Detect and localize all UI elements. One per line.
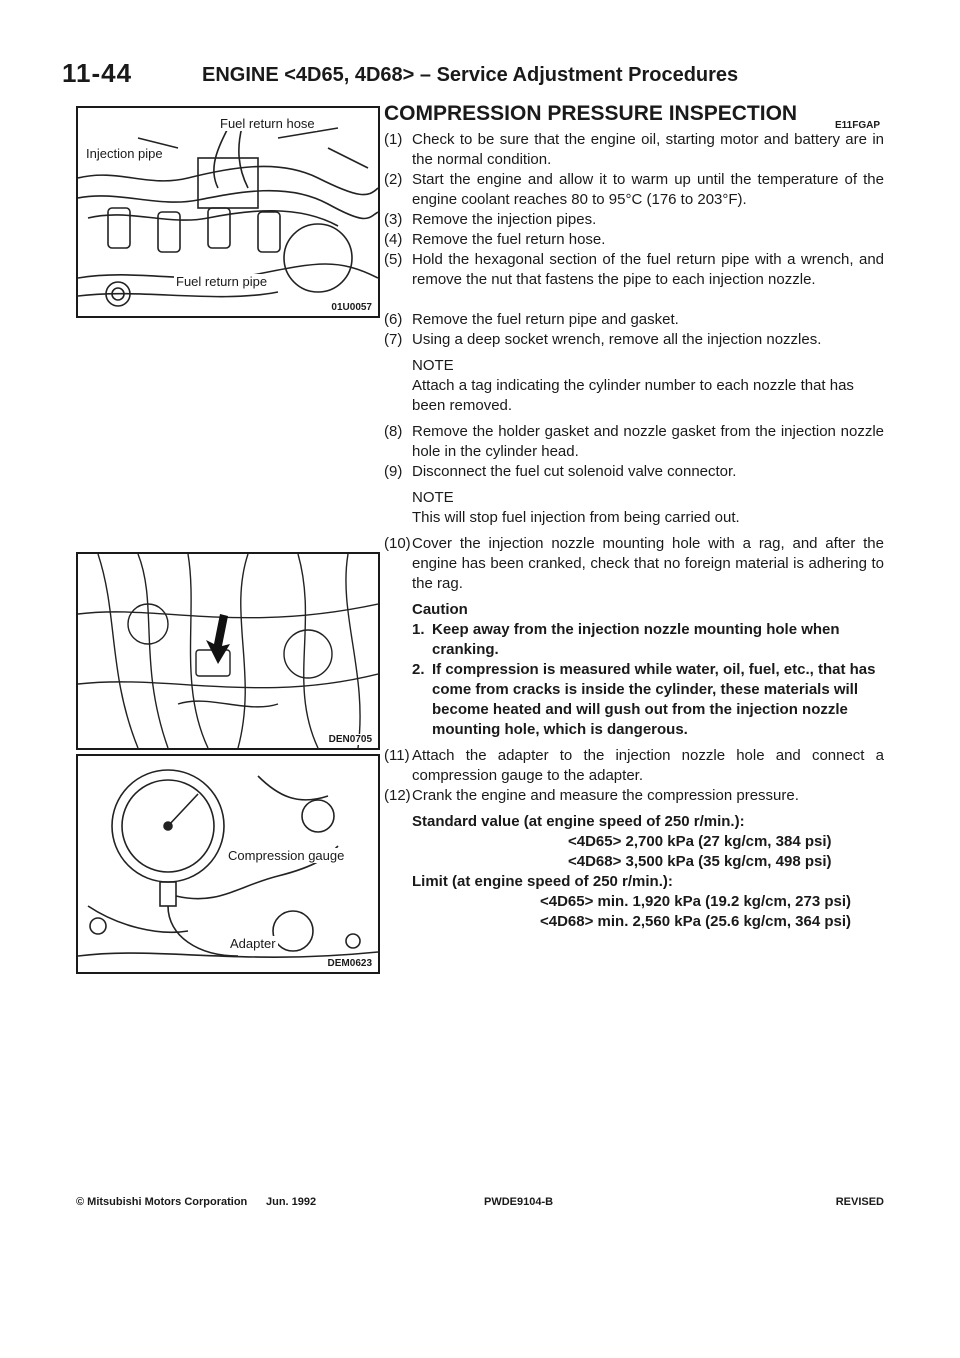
page-number: 11-44: [62, 58, 133, 88]
step-3: (3) Remove the injection pipes.: [384, 211, 597, 228]
footer-copyright: © Mitsubishi Motors Corporation: [76, 1196, 248, 1208]
step-9: (9) Disconnect the fuel cut solenoid valve connector.: [384, 463, 737, 480]
caution-item-2: 2. If compression is measured while water, oil, fuel, etc., that has come from cracks is inside the cylinder, these materials will become heated and will gush out from the injection nozzle mounting hole, which is dangerous.: [412, 661, 876, 738]
solenoid-connector-illustration: [78, 554, 378, 748]
procedure-content: [384, 104, 884, 932]
figure-compression-gauge: [76, 754, 380, 974]
figure-code: 01U0057: [331, 302, 372, 313]
note-text: Attach a tag indicating the cylinder number to each nozzle that has been removed.: [412, 377, 854, 414]
label-adapter: Adapter: [230, 936, 276, 951]
spec-block: [412, 812, 884, 932]
footer-doc-code: PWDE9104-B: [484, 1196, 554, 1208]
step-8: (8) Remove the holder gasket and nozzle gasket from the injection nozzle hole in the cylinder head.: [384, 423, 884, 460]
figure-code: DEM0623: [327, 958, 372, 969]
step-7: (7) Using a deep socket wrench, remove all the injection nozzles.: [384, 331, 822, 348]
figure-code: DEN0705: [328, 734, 372, 745]
spec-limit-label: Limit (at engine speed of 250 r/min.):: [412, 873, 673, 890]
page-footer: [76, 1196, 884, 1216]
note-label: NOTE: [412, 357, 454, 374]
label-injection-pipe: Injection pipe: [86, 146, 163, 161]
header-title: ENGINE <4D65, 4D68> – Service Adjustment Procedures: [202, 64, 739, 86]
footer-date: Jun. 1992: [266, 1196, 317, 1208]
label-fuel-return-hose: Fuel return hose: [220, 116, 315, 131]
note-text: This will stop fuel injection from being carried out.: [412, 509, 740, 526]
page-header: [62, 58, 902, 94]
note-2: [412, 488, 884, 528]
footer-status: REVISED: [835, 1196, 884, 1208]
arrow-icon: [206, 614, 230, 664]
step-5: (5) Hold the hexagonal section of the fuel return pipe with a wrench, and remove the nut that fastens the pipe to each injection nozzle.: [384, 251, 884, 288]
section-title: [384, 102, 884, 131]
spec-limit-4d68: <4D68> min. 2,560 kPa (25.6 kg/cm, 364 psi): [540, 913, 852, 930]
spec-standard-label: Standard value (at engine speed of 250 r/min.):: [412, 813, 745, 830]
caution-block: [412, 600, 884, 740]
spec-limit-4d65: <4D65> min. 1,920 kPa (19.2 kg/cm, 273 psi): [540, 893, 852, 910]
spec-standard-4d68: <4D68> 3,500 kPa (35 kg/cm, 498 psi): [568, 853, 832, 870]
label-fuel-return-pipe: Fuel return pipe: [176, 274, 268, 289]
step-10: (10) Cover the injection nozzle mounting hole with a rag, and after the engine has been cranked, check that no foreign material is adhering to the rag.: [384, 535, 884, 592]
label-compression-gauge: Compression gauge: [228, 848, 345, 863]
section-code: E11FGAP: [834, 120, 880, 131]
section-title-text: COMPRESSION PRESSURE INSPECTION: [384, 102, 798, 125]
step-4: (4) Remove the fuel return hose.: [384, 231, 606, 248]
step-12: (12) Crank the engine and measure the compression pressure.: [384, 787, 799, 804]
note-label: NOTE: [412, 489, 454, 506]
spec-standard-4d65: <4D65> 2,700 kPa (27 kg/cm, 384 psi): [568, 833, 832, 850]
figure-injection-pipes: [76, 106, 380, 318]
step-11: (11) Attach the adapter to the injection nozzle hole and connect a compression gauge to the adapter.: [384, 747, 884, 784]
note-1: [412, 356, 884, 416]
caution-item-1: 1. Keep away from the injection nozzle mounting hole when cranking.: [412, 621, 840, 658]
figure-solenoid-connector: [76, 552, 380, 750]
caution-label: Caution: [412, 601, 468, 618]
step-6: (6) Remove the fuel return pipe and gasket.: [384, 311, 679, 328]
step-2: (2) Start the engine and allow it to warm up until the temperature of the engine coolant reaches 80 to 95°C (176 to 203°F).: [384, 171, 884, 208]
step-1: (1) Check to be sure that the engine oil, starting motor and battery are in the normal condition.: [384, 131, 884, 168]
